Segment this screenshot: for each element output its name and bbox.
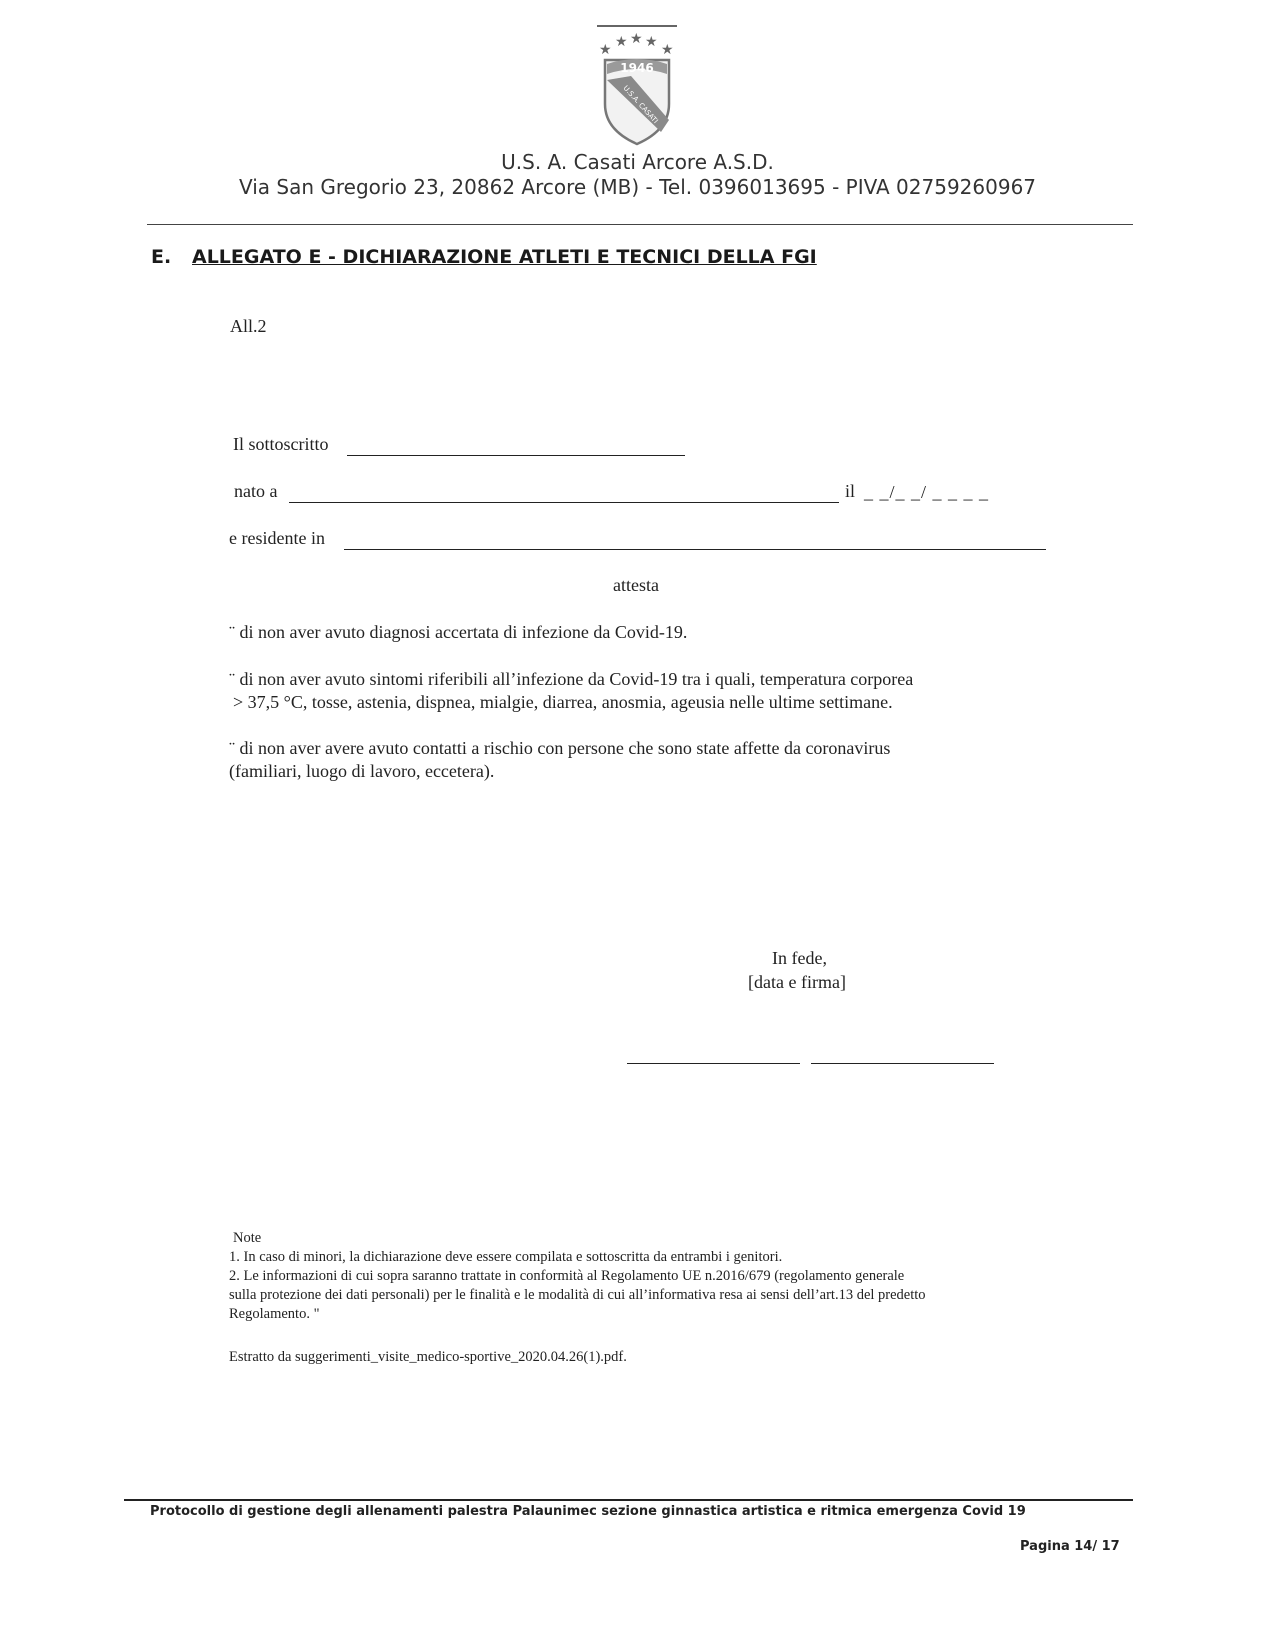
attachment-label: All.2 [230,316,267,336]
data-firma-label: [data e firma] [748,972,846,992]
source-note: Estratto da suggerimenti_visite_medico-sportive_2020.04.26(1).pdf. [229,1349,627,1365]
svg-text:★: ★ [630,31,643,47]
statement-2-line-1: ¨ di non aver avuto sintomi riferibili all’infezione da Covid-19 tra i quali, temperatura corporea [229,669,914,689]
svg-text:★: ★ [615,34,628,50]
residente-label: e residente in [229,528,325,548]
nato-label: nato a [234,481,278,501]
header-divider [147,224,1133,225]
attesta-label: attesta [613,575,659,595]
section-title: ALLEGATO E - DICHIARAZIONE ATLETI E TECNICI DELLA FGI [192,246,817,268]
note-line-1: 1. In caso di minori, la dichiarazione deve essere compilata e sottoscritta da entrambi i genitori. [229,1249,783,1265]
date-signature-field[interactable] [627,1063,800,1064]
svg-text:★: ★ [661,42,674,58]
sottoscritto-label: Il sottoscritto [233,434,329,454]
note-line-2: 2. Le informazioni di cui sopra saranno trattate in conformità al Regolamento UE n.2016/679 (regolamento generale [229,1268,905,1284]
note-line-4: Regolamento. " [229,1306,320,1322]
il-label: il [845,481,856,501]
statement-3-line-1: ¨ di non aver avere avuto contatti a rischio con persone che sono state affette da coronavirus [229,738,891,758]
page-number: Pagina 14/ 17 [1020,1539,1120,1554]
note-line-3: sulla protezione dei dati personali) per le finalità e le modalità di cui all’informativa resa ai sensi dell’art.13 del predetto [229,1287,926,1303]
logo-text: U.S.A. CASATI [621,84,660,126]
org-name: U.S. A. Casati Arcore A.S.D. [501,150,774,174]
org-address: Via San Gregorio 23, 20862 Arcore (MB) - Tel. 0396013695 - PIVA 02759260967 [238,175,1037,199]
logo-year: 1946 [620,61,654,75]
footer-protocol: Protocollo di gestione degli allenamenti palestra Palaunimec sezione ginnastica artistica e ritmica emergenza Covid 19 [150,1504,1026,1519]
statement-2-line-2: > 37,5 °C, tosse, astenia, dispnea, mialgie, diarrea, anosmia, ageusia nelle ultime settimane. [233,692,893,712]
birthdate-field[interactable]: _ _/_ _/ _ _ _ _ [864,482,990,502]
notes-title: Note [233,1230,262,1246]
club-logo [591,24,683,148]
residence-field[interactable] [344,549,1046,550]
svg-text:★: ★ [599,42,612,58]
in-fede: In fede, [772,948,827,968]
footer-divider [124,1499,1133,1501]
svg-text:★: ★ [645,34,658,50]
statement-3-line-2: (familiari, luogo di lavoro, eccetera). [229,761,495,781]
birthplace-field[interactable] [289,502,839,503]
signature-field[interactable] [811,1063,994,1064]
statement-1: ¨ di non aver avuto diagnosi accertata di infezione da Covid-19. [229,622,688,642]
section-letter: E. [151,246,172,268]
sottoscritto-field[interactable] [347,455,685,456]
